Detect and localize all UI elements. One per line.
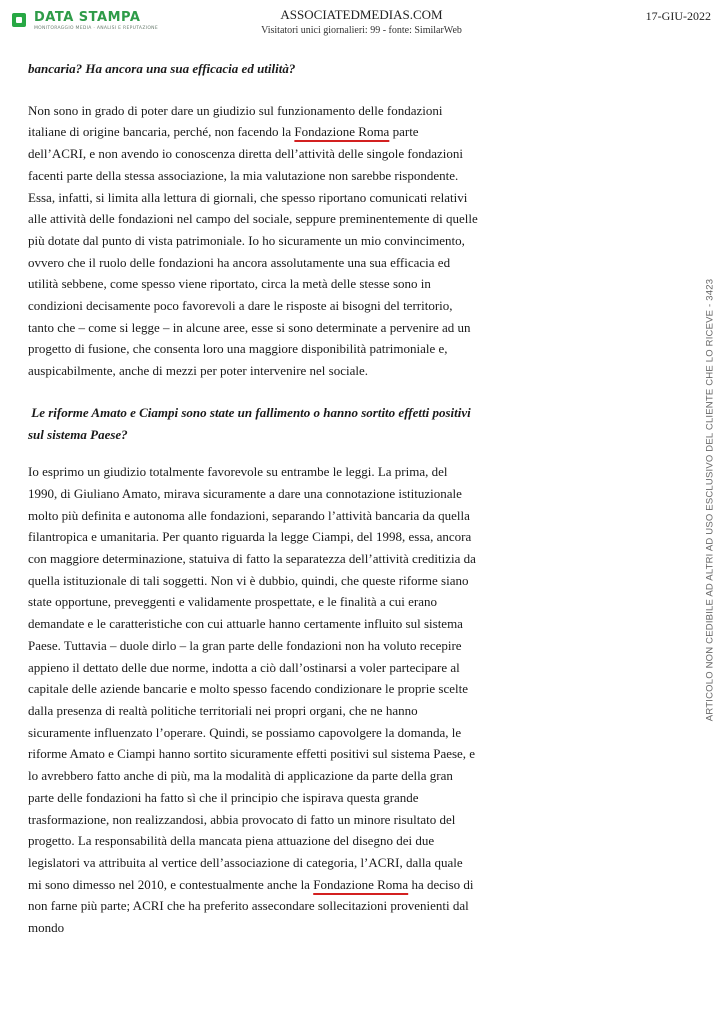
question-2 [28,402,478,445]
logo-subtitle: MONITORAGGIO MEDIA · ANALISI E REPUTAZIONE [34,26,158,31]
paragraph-text: parte dell’ACRI, e non avendo io conoscenza diretta dell’attività delle singole fondazioni facenti parte della stessa associazione, la mia valutazione non sarebbe rispondente. Essa, infatti, si limita alla lettura di giornali, che spesso riportano comunicati relativi alle attività delle fondazioni nel campo del sociale, seppure preminentemente di quelle più dotate dal punto di vista patrimoniale. Io ho sicuramente un mio convincimento, ovvero che il ruolo delle fondazioni ha ancora assolutamente una sua efficacia ed utilità sebbene, come spesso viene riportato, circa la metà delle stesse sono in condizioni decisamente poco favorevoli a dare le risposte ai bisogni del territorio, tanto che – come si legge – in alcune aree, esse si sono determinate a pervenire ad un progetto di fusione, che consenta loro una maggiore disponibilità patrimoniale e, auspicabilmente, anche di mezzi per poter intervenire nel sociale. [28,124,478,379]
paragraph-text: ha deciso di non farne più parte; ACRI che ha preferito assecondare sollecitazioni provenienti dal mondo [28,876,474,936]
question-2-text: Le riforme Amato e Ciampi sono state un fallimento o hanno sortito effetti positivi sul sistema Paese? [28,404,471,442]
source-name: ASSOCIATEDMEDIAS.COM [280,7,443,22]
paragraph-text: Non sono in grado di poter dare un giudizio sul funzionamento delle fondazioni italiane di origine bancaria, perché, non facendo la [28,102,443,140]
article-body [28,58,478,939]
answer-paragraph-1 [28,100,478,382]
paragraph-text: Io esprimo un giudizio totalmente favorevole su entrambe le leggi. La prima, del 1990, di Giuliano Amato, mirava sicuramente a dare una connotazione istituzionale molto più definita e autonoma alle fondazioni, separando l’attività bancaria da quella filantropica e umanitaria. Per quanto riguarda la legge Ciampi, del 1998, essa, ancora con maggiore determinazione, statuiva di fatto la separatezza dell’attività creditizia da quella istituzionale di tali soggetti. Non vi è dubbio, quindi, che queste riforme siano state opportune, preveggenti e validamente prospettate, e le finalità a cui erano demandate e le caratteristiche con cui attuarle hanno certamente influito sul sistema Paese. Tuttavia – duole dirlo – la gran parte delle fondazioni non ha voluto recepire appieno il dettato delle due norme, indotta a ciò dall’ostinarsi a voler partecipare al capitale delle aziende bancarie e molto spesso facendo condizionare le proprie scelte dalla presenza di realtà politiche territoriali nei propri organi, che ne hanno sicuramente influenzato l’operare. Quindi, se possiamo capovolgere la domanda, le riforme Amato e Ciampi hanno sortito sicuramente effetti positivi sul sistema Paese, e lo avrebbero fatto anche di più, ma la modalità di applicazione da parte della gran parte delle fondazioni ha fatto sì che il principio che ispirava questa grande trasformazione, non realizzandosi, abbia provocato di fatto un minore risultato del progetto. La responsabilità della mancata piena attuazione del disegno dei due legislatori va attribuita al vertice dell’associazione di categoria, l’ACRI, dalla quale mi sono dimesso nel 2010, e contestualmente anche la [28,464,476,892]
source-info [0,7,723,36]
question-1: bancaria? Ha ancora una sua efficacia ed utilità? [28,61,296,76]
highlighted-keyword: Fondazione Roma [294,124,390,140]
side-note-container [700,280,720,720]
logo-title: DATA STAMPA [34,10,141,25]
visitors-info: Visitatori unici giornalieri: 99 - fonte: SimilarWeb [261,25,462,36]
publication-date: 17-GIU-2022 [645,9,711,23]
copyright-side-note: ARTICOLO NON CEDIBILE AD ALTRI AD USO ESCLUSIVO DEL CLIENTE CHE LO RICEVE - 3423 [704,278,716,722]
page-header [0,0,723,45]
highlighted-keyword: Fondazione Roma [313,876,409,892]
answer-paragraph-2 [28,461,478,938]
